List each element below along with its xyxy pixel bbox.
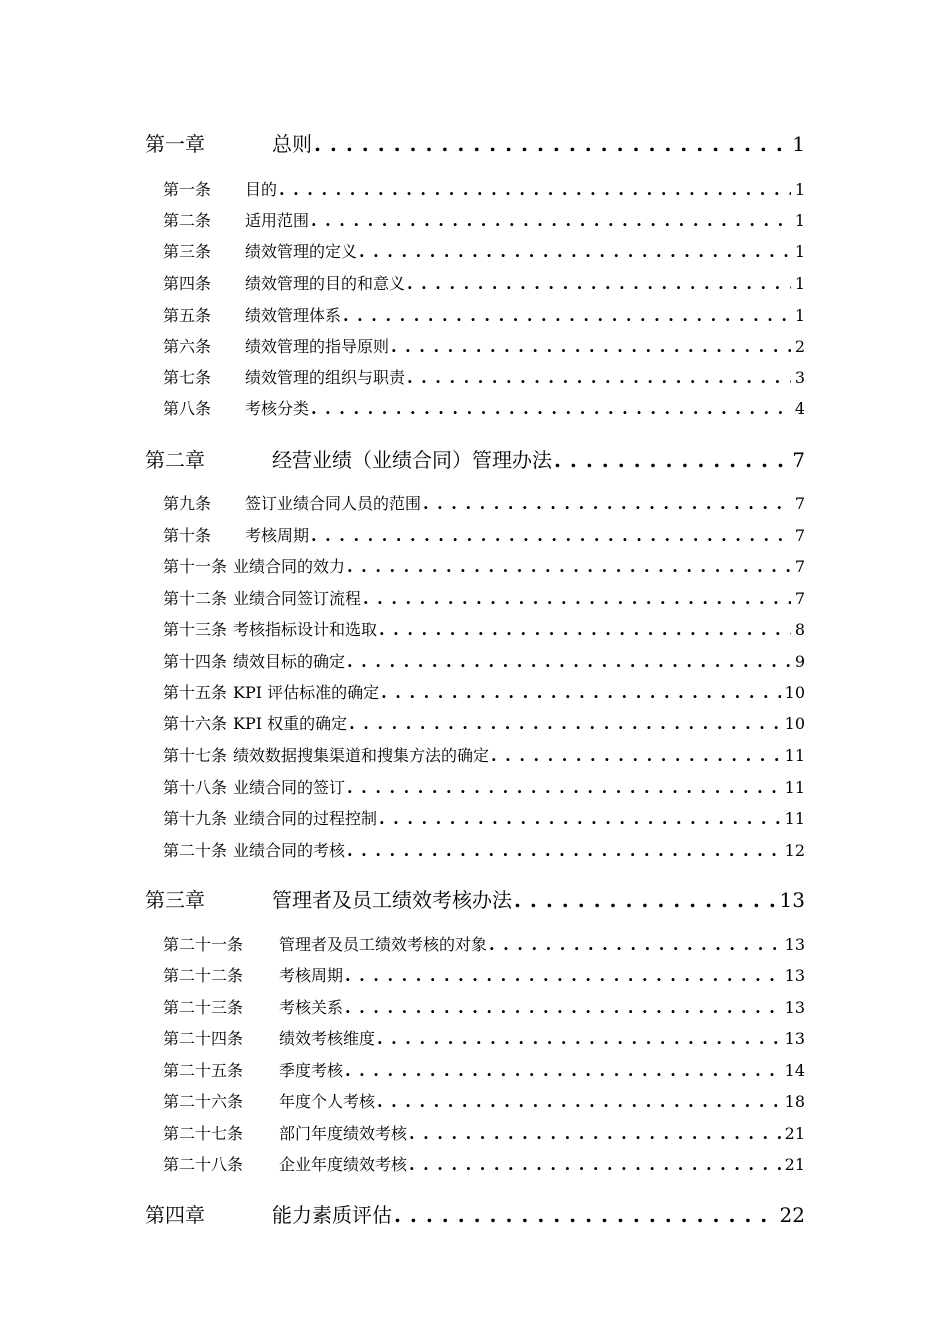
article-number: 第二十六条 [163, 1092, 244, 1111]
dot-leader [359, 240, 791, 264]
dot-leader [409, 1153, 781, 1177]
article-number: 第十二条 [163, 589, 228, 608]
chapter-title: 管理者及员工绩效考核办法 [272, 888, 512, 912]
article-number: 第八条 [163, 399, 212, 418]
article-number: 第二十七条 [163, 1124, 244, 1143]
chapter-number: 第三章 [145, 888, 205, 912]
dot-leader [514, 886, 776, 914]
page-number: 7 [794, 557, 805, 576]
dot-leader [311, 524, 791, 548]
page-number: 1 [794, 211, 805, 230]
article-number: 第十四条 [163, 652, 228, 671]
page-number: 10 [784, 683, 805, 702]
chapter-title: 总则 [272, 132, 312, 156]
page-number: 11 [784, 778, 805, 797]
page-number: 21 [784, 1124, 805, 1143]
page-number: 18 [784, 1092, 805, 1111]
page-number: 1 [794, 306, 805, 325]
toc-article[interactable] [163, 744, 805, 768]
toc-article[interactable] [163, 272, 805, 296]
toc-chapter-1[interactable] [145, 130, 805, 158]
article-number: 第二十五条 [163, 1061, 244, 1080]
dot-leader [347, 776, 781, 800]
page-number: 13 [779, 888, 805, 912]
page-number: 7 [794, 494, 805, 513]
page-number: 10 [784, 714, 805, 733]
dot-leader [489, 933, 781, 957]
toc-article[interactable] [163, 178, 805, 202]
page-number: 11 [784, 746, 805, 765]
toc-article[interactable] [163, 397, 805, 421]
toc-article[interactable] [163, 681, 805, 705]
article-number: 第十一条 [163, 557, 228, 576]
article-title: 绩效管理的目的和意义 [245, 274, 406, 293]
dot-leader [491, 744, 781, 768]
dot-leader [377, 1090, 781, 1114]
page-number: 12 [784, 841, 805, 860]
toc-article[interactable] [163, 1027, 805, 1051]
article-title: 企业年度绩效考核 [279, 1155, 408, 1174]
page-number: 9 [794, 652, 805, 671]
toc-article[interactable] [163, 1153, 805, 1177]
article-number: 第十三条 [163, 620, 228, 639]
article-title: KPI 评估标准的确定 [233, 683, 380, 702]
chapter-title: 能力素质评估 [272, 1203, 392, 1227]
article-number: 第一条 [163, 180, 212, 199]
article-number: 第十八条 [163, 778, 228, 797]
article-number: 第二条 [163, 211, 212, 230]
toc-article[interactable] [163, 1090, 805, 1114]
page-number: 21 [784, 1155, 805, 1174]
article-title: 部门年度绩效考核 [279, 1124, 408, 1143]
page-number: 1 [794, 242, 805, 261]
article-title: 季度考核 [279, 1061, 344, 1080]
article-number: 第十九条 [163, 809, 228, 828]
dot-leader [379, 618, 791, 642]
article-title: 绩效数据搜集渠道和搜集方法的确定 [233, 746, 490, 765]
toc-article[interactable] [163, 933, 805, 957]
article-title: 绩效管理的定义 [245, 242, 358, 261]
page-number: 3 [794, 368, 805, 387]
toc-article[interactable] [163, 366, 805, 390]
toc-article[interactable] [163, 240, 805, 264]
page-number: 7 [792, 448, 805, 472]
article-title: 考核周期 [279, 966, 344, 985]
article-title: 绩效管理的组织与职责 [245, 368, 406, 387]
page-number: 13 [784, 935, 805, 954]
toc-chapter-3[interactable] [145, 886, 805, 914]
article-number: 第十五条 [163, 683, 228, 702]
page-number: 2 [794, 337, 805, 356]
page-number: 7 [794, 526, 805, 545]
toc-chapter-2[interactable] [145, 446, 805, 474]
dot-leader [379, 807, 781, 831]
dot-leader [347, 839, 781, 863]
article-title: 业绩合同的过程控制 [233, 809, 378, 828]
toc-article[interactable] [163, 650, 805, 674]
toc-article[interactable] [163, 1059, 805, 1083]
toc-article[interactable] [163, 618, 805, 642]
article-title: 业绩合同签订流程 [233, 589, 362, 608]
chapter-number: 第二章 [145, 448, 205, 472]
article-number: 第二十八条 [163, 1155, 244, 1174]
article-title: 业绩合同的考核 [233, 841, 346, 860]
toc-article[interactable] [163, 209, 805, 233]
article-number: 第六条 [163, 337, 212, 356]
page-number: 1 [792, 132, 805, 156]
article-title: 目的 [245, 180, 278, 199]
article-title: 绩效管理体系 [245, 306, 342, 325]
article-title: 管理者及员工绩效考核的对象 [279, 935, 488, 954]
page-number: 11 [784, 809, 805, 828]
article-number: 第五条 [163, 306, 212, 325]
dot-leader [394, 1201, 776, 1229]
article-title: 绩效考核维度 [279, 1029, 376, 1048]
toc-article[interactable] [163, 555, 805, 579]
dot-leader [423, 492, 791, 516]
page-number: 13 [784, 1029, 805, 1048]
article-number: 第十条 [163, 526, 212, 545]
dot-leader [407, 366, 791, 390]
page-number: 1 [794, 274, 805, 293]
dot-leader [554, 446, 788, 474]
toc-article[interactable] [163, 587, 805, 611]
page-number: 13 [784, 966, 805, 985]
dot-leader [314, 130, 788, 158]
toc-article[interactable] [163, 807, 805, 831]
toc-article[interactable] [163, 1122, 805, 1146]
article-number: 第九条 [163, 494, 212, 513]
page-number: 7 [794, 589, 805, 608]
article-title: 考核分类 [245, 399, 310, 418]
chapter-number: 第一章 [145, 132, 205, 156]
toc-article[interactable] [163, 492, 805, 516]
article-title: KPI 权重的确定 [233, 714, 348, 733]
article-number: 第十六条 [163, 714, 228, 733]
toc-article[interactable] [163, 304, 805, 328]
toc-article[interactable] [163, 996, 805, 1020]
article-title: 适用范围 [245, 211, 310, 230]
dot-leader [407, 272, 791, 296]
chapter-number: 第四章 [145, 1203, 205, 1227]
dot-leader [349, 712, 780, 736]
toc-article[interactable] [163, 712, 805, 736]
article-title: 年度个人考核 [279, 1092, 376, 1111]
article-title: 绩效管理的指导原则 [245, 337, 390, 356]
article-number: 第二十条 [163, 841, 228, 860]
toc-article[interactable] [163, 335, 805, 359]
article-title: 签订业绩合同人员的范围 [245, 494, 422, 513]
article-number: 第七条 [163, 368, 212, 387]
article-title: 绩效目标的确定 [233, 652, 346, 671]
article-title: 考核周期 [245, 526, 310, 545]
page-number: 1 [794, 180, 805, 199]
dot-leader [345, 996, 781, 1020]
dot-leader [345, 1059, 781, 1083]
article-number: 第二十二条 [163, 966, 244, 985]
article-title: 业绩合同的签订 [233, 778, 346, 797]
article-title: 业绩合同的效力 [233, 557, 346, 576]
page-number: 8 [794, 620, 805, 639]
article-number: 第二十三条 [163, 998, 244, 1017]
dot-leader [343, 304, 791, 328]
toc-article[interactable] [163, 524, 805, 548]
dot-leader [279, 178, 791, 202]
toc-article[interactable] [163, 964, 805, 988]
article-title: 考核关系 [279, 998, 344, 1017]
article-number: 第四条 [163, 274, 212, 293]
dot-leader [391, 335, 791, 359]
toc-article[interactable] [163, 839, 805, 863]
article-number: 第十七条 [163, 746, 228, 765]
dot-leader [363, 587, 791, 611]
dot-leader [311, 397, 791, 421]
page-number: 22 [779, 1203, 805, 1227]
article-number: 第二十四条 [163, 1029, 244, 1048]
dot-leader [345, 964, 781, 988]
page-number: 4 [794, 399, 805, 418]
page-number: 14 [784, 1061, 805, 1080]
dot-leader [347, 650, 791, 674]
article-title: 考核指标设计和选取 [233, 620, 378, 639]
toc-chapter-4[interactable] [145, 1201, 805, 1229]
dot-leader [381, 681, 780, 705]
article-number: 第三条 [163, 242, 212, 261]
dot-leader [409, 1122, 781, 1146]
dot-leader [311, 209, 791, 233]
dot-leader [347, 555, 791, 579]
toc-article[interactable] [163, 776, 805, 800]
chapter-title: 经营业绩（业绩合同）管理办法 [272, 448, 552, 472]
page-number: 13 [784, 998, 805, 1017]
dot-leader [377, 1027, 781, 1051]
article-number: 第二十一条 [163, 935, 244, 954]
